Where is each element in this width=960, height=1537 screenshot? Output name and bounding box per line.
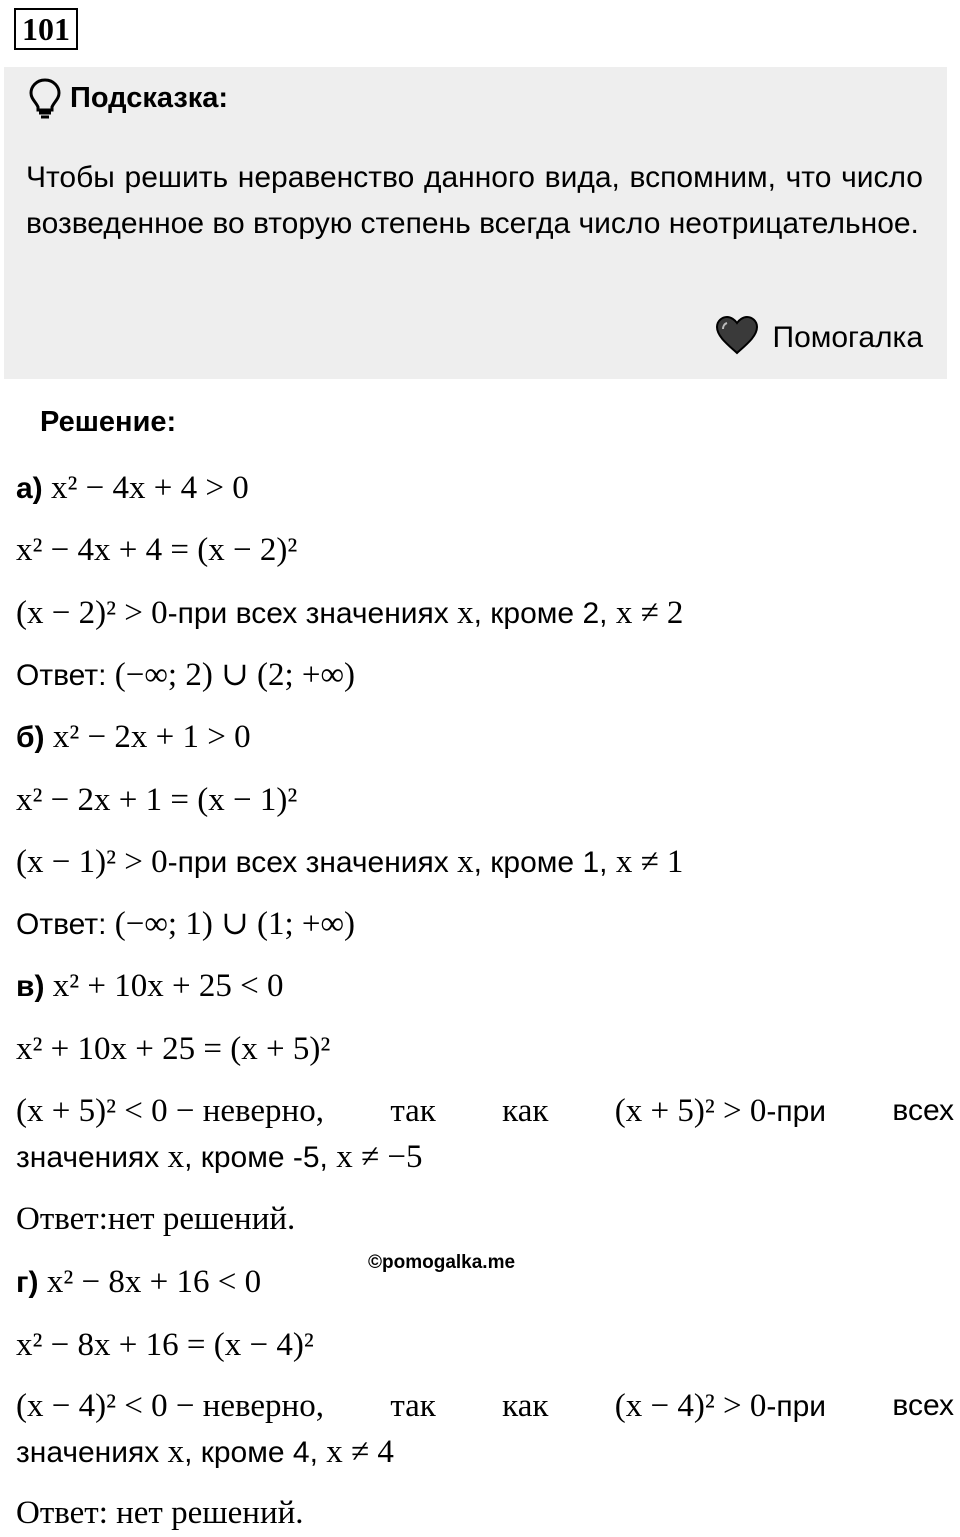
part-v-reason	[16, 1091, 954, 1132]
text: всех	[892, 1094, 954, 1127]
part-g-factor	[16, 1325, 954, 1366]
math: x	[457, 844, 474, 880]
lightbulb-icon	[28, 77, 62, 119]
part-v-inequality	[16, 966, 954, 1007]
math: (x + 5)² < 0 − неверно,	[16, 1093, 324, 1129]
brand-name: Помогалка	[772, 320, 923, 354]
part-b-inequality	[16, 717, 954, 758]
math: (−∞; 2) ∪ (2; +∞)	[114, 657, 355, 693]
math: x ≠ −5	[336, 1139, 423, 1175]
part-v-factor	[16, 1029, 954, 1070]
math: x² − 8x + 16 = (x − 4)²	[16, 1327, 314, 1363]
math-group	[615, 1386, 826, 1427]
math: x	[457, 595, 474, 631]
hint-header	[28, 77, 228, 119]
math: (x − 1)² > 0	[16, 844, 168, 880]
part-v-reason-cont	[16, 1137, 954, 1178]
math: (−∞; 1) ∪ (1; +∞)	[114, 906, 355, 942]
part-g-inequality	[16, 1262, 954, 1303]
text: как	[502, 1388, 549, 1424]
text: значениях	[16, 1436, 168, 1469]
solution-title: Решение:	[40, 406, 177, 438]
text: значениях	[16, 1141, 168, 1174]
part-b-condition	[16, 842, 954, 883]
part-a-answer	[16, 655, 954, 696]
math: x² + 10x + 25 = (x + 5)²	[16, 1031, 331, 1067]
part-b-answer	[16, 904, 954, 945]
text: -при всех значениях	[167, 597, 458, 630]
task-number: 101	[14, 8, 78, 50]
math: x	[167, 1434, 185, 1470]
math: x² − 2x + 1 = (x − 1)²	[16, 782, 298, 818]
text: -при всех значениях	[167, 846, 458, 879]
math: x² − 4x + 4 = (x − 2)²	[16, 532, 298, 568]
math: x² − 8x + 16 < 0	[46, 1264, 262, 1300]
math: x² + 10x + 25 < 0	[52, 968, 284, 1004]
text: , кроме 1,	[473, 846, 616, 879]
answer-label: Ответ:	[16, 659, 115, 692]
answer: Ответ:нет решений.	[16, 1201, 296, 1237]
math-group	[615, 1091, 826, 1132]
math: (x − 4)² > 0	[614, 1388, 767, 1424]
text: так	[390, 1093, 436, 1129]
text: -при	[766, 1095, 827, 1128]
brand	[715, 315, 924, 360]
text: , кроме 4,	[184, 1436, 327, 1469]
text: , кроме -5,	[184, 1141, 337, 1174]
part-v-answer	[16, 1199, 954, 1240]
math: x² − 4x + 4 > 0	[51, 470, 249, 506]
hint-box	[4, 67, 947, 379]
answer-label: Ответ:	[16, 908, 115, 941]
part-g-label: г)	[16, 1266, 39, 1299]
hint-text: Чтобы решить неравенство данного вида, вспомним, что число возведенное во вторую степень всегда число неотрицательное.	[26, 161, 923, 240]
part-g-answer	[16, 1493, 954, 1534]
text: так	[390, 1388, 436, 1424]
text: , кроме 2,	[473, 597, 616, 630]
part-v-label: в)	[16, 970, 45, 1003]
math: (x − 4)² < 0 − неверно,	[16, 1388, 324, 1424]
part-a-factor	[16, 530, 954, 571]
hint-title: Подсказка:	[70, 82, 229, 114]
math: (x + 5)² > 0	[614, 1093, 767, 1129]
part-a-condition	[16, 593, 954, 634]
text: -при	[766, 1390, 827, 1423]
math: x ≠ 4	[326, 1434, 394, 1470]
part-g-reason	[16, 1386, 954, 1427]
part-a-inequality	[16, 468, 954, 509]
watermark: ©pomogalka.me	[368, 1252, 516, 1273]
heart-icon	[715, 315, 759, 360]
math: (x − 2)² > 0	[16, 595, 168, 631]
part-g-reason-cont	[16, 1432, 954, 1473]
math: x² − 2x + 1 > 0	[52, 719, 251, 755]
math: x	[167, 1139, 185, 1175]
math: x ≠ 2	[615, 595, 684, 631]
answer: Ответ: нет решений.	[16, 1495, 304, 1531]
math: x ≠ 1	[615, 844, 684, 880]
part-b-label: б)	[16, 721, 45, 754]
text: всех	[892, 1389, 954, 1422]
text: как	[502, 1093, 549, 1129]
part-b-factor	[16, 780, 954, 821]
part-a-label: а)	[16, 472, 43, 505]
